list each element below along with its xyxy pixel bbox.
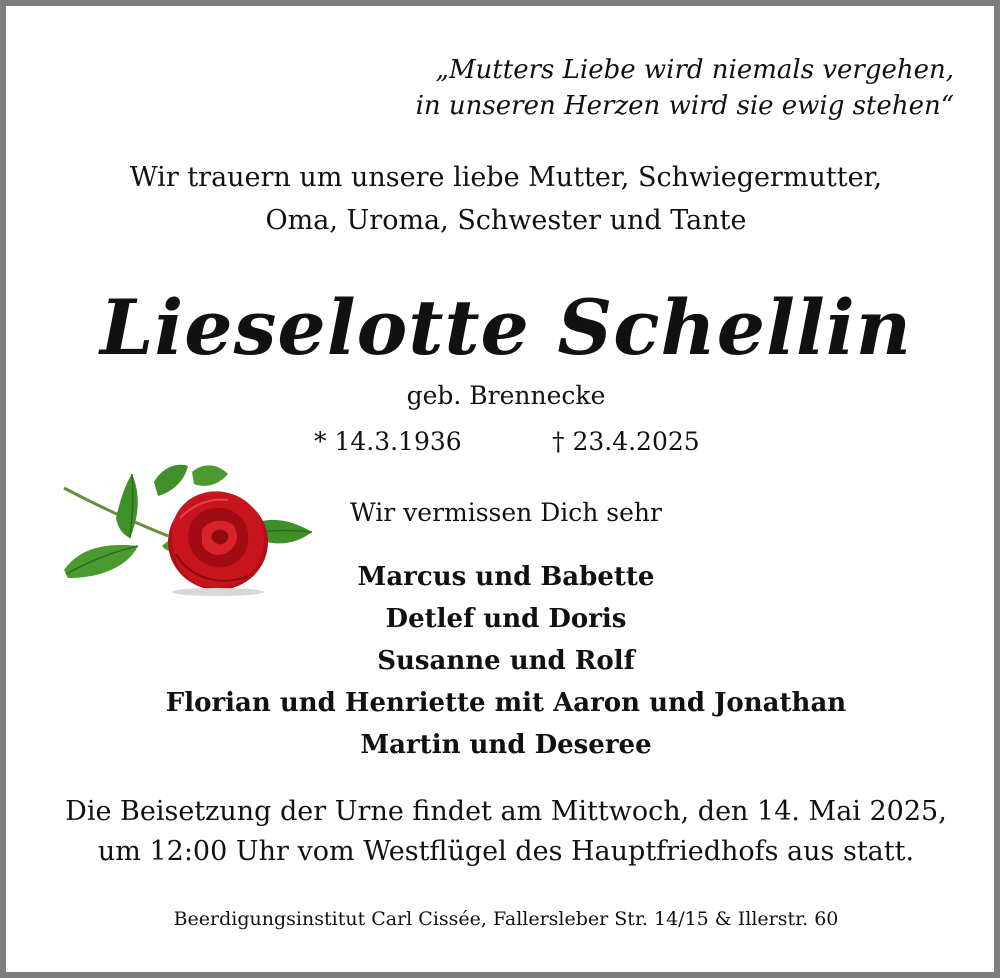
undertaker-info: Beerdigungsinstitut Carl Cissée, Fallersleber Str. 14/15 & Illerstr. 60	[173, 908, 839, 930]
mourner-item: Marcus und Babette	[357, 562, 655, 592]
miss-line: Wir vermissen Dich sehr	[350, 498, 662, 527]
mourner-item: Susanne und Rolf	[377, 646, 635, 676]
intro-text	[6, 156, 1000, 242]
funeral-info	[6, 792, 1000, 872]
deceased-name: Lieselotte Schellin	[99, 283, 913, 372]
quote-line-2: in unseren Herzen wird sie ewig stehen“	[415, 91, 954, 121]
quote-line-1: „Mutters Liebe wird niemals vergehen,	[435, 55, 954, 85]
quote	[416, 52, 954, 124]
mourner-item: Martin und Deseree	[360, 730, 652, 760]
funeral-line-1: Die Beisetzung der Urne findet am Mittwoch, den 14. Mai 2025,	[65, 796, 947, 827]
mourner-item: Detlef und Doris	[385, 604, 627, 634]
birth-date: * 14.3.1936	[314, 427, 462, 456]
intro-line-1: Wir trauern um unsere liebe Mutter, Schwiegermutter,	[129, 162, 883, 193]
birth-name: geb. Brennecke	[406, 381, 606, 410]
funeral-line-2: um 12:00 Uhr vom Westflügel des Hauptfriedhofs aus statt.	[97, 836, 915, 867]
mourner-item: Florian und Henriette mit Aaron und Jonathan	[165, 688, 847, 718]
mourners-list	[6, 556, 1000, 766]
death-date: † 23.4.2025	[552, 427, 700, 456]
intro-line-2: Oma, Uroma, Schwester und Tante	[265, 205, 747, 236]
